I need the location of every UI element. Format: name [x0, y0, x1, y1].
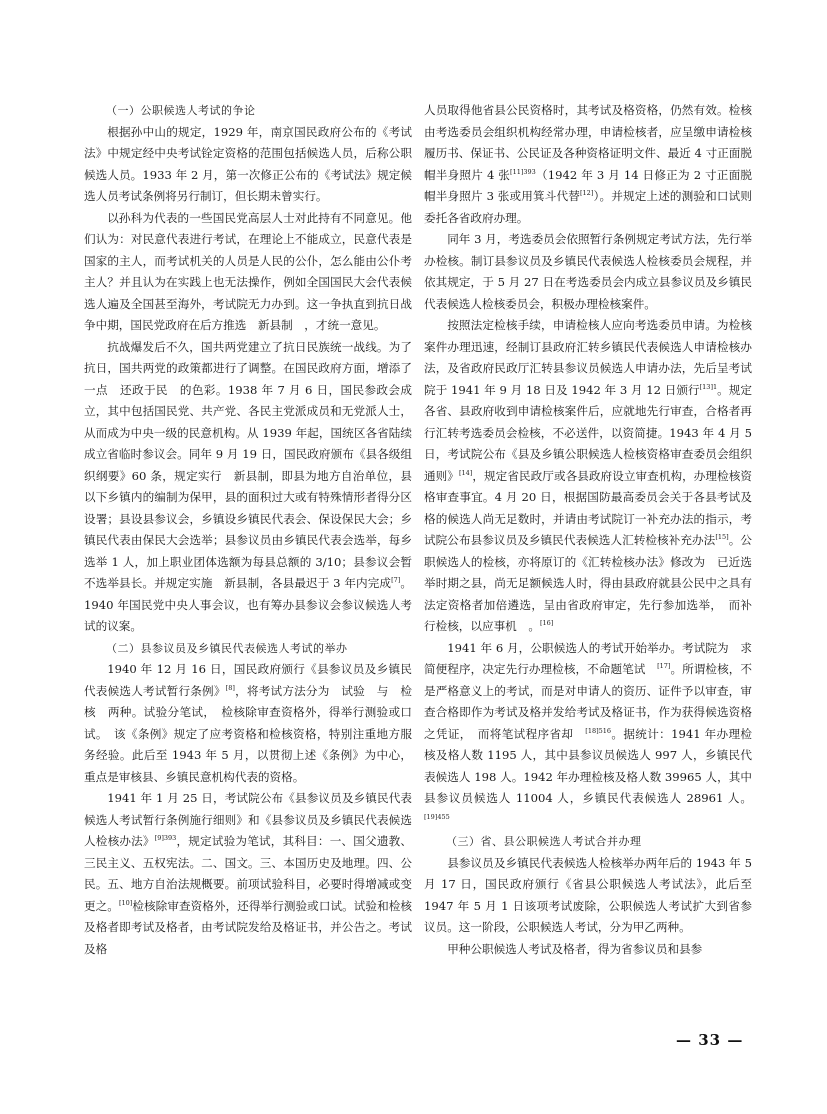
text-run: 同年 3 月，考选委员会依照暂行条例规定考试方法，先行举办检核。制订县参议员及乡镇民代表候选人检核委员会规程，并依其规定，于 5 月 27 日在考选委员会内成立县参议员及乡镇民代表候选人检核委员会，积极办理检核案件。 [424, 232, 752, 311]
text-run: ，规定试验为笔试，其科目：一、国父遗教、三民主义、五权宪法。二、国文。三、本国历史及地理。四、公民。五、地方自治法规概要。前项试验科目，必要时得增减或变更之。 [84, 834, 412, 913]
section-heading: （一）公职候选人考试的争论 [106, 104, 256, 117]
citation-marker: [18]516 [585, 726, 612, 735]
citation-marker: [12] [580, 189, 594, 198]
citation-marker: [11]393 [510, 167, 536, 176]
paragraph [424, 939, 752, 961]
paragraph-continued [424, 100, 752, 229]
paragraph [84, 337, 412, 638]
paragraph [424, 853, 752, 939]
citation-marker: [17] [657, 662, 671, 671]
citation-marker: [9]393 [154, 834, 177, 843]
text-run: 以孙科为代表的一些国民党高层人士对此持有不同意见。他们认为：对民意代表进行考试，在理论上不能成立，民意代表是国家的主人，而考试机关的人员是人民的公仆，怎么能由公仆考主人？并且认为在实践上也无法操作，例如全国国民大会代表候选人遍及全国甚至海外，考试院无力办到。这一争执直到抗日战争中期，国民党政府在后方推选 新县制 ，才统一意见。 [84, 210, 412, 332]
text-run: ，将考试方法分为 试验 与 检核 两种。试验分笔试， 检核除审查资格外，得举行测验或口试。 该《条例》规定了应考资格和检核资格，特别注重地方服务经验。此后至 1943 年 5 月，以贯彻上述《条例》为中心，重点是审核县、乡镇民意机构代表的资格。 [84, 683, 412, 784]
text-run: ）。并规定上述的测验和口试则委托各省政府办理。 [424, 189, 753, 225]
citation-marker: [7] [391, 576, 401, 585]
paragraph [84, 208, 412, 337]
text-run: 检核除审查资格外，还得举行测验或口试。试验和检核及格者即考试及格者，由考试院发给及格证书，并公告之。考试及格 [84, 898, 412, 956]
text-run: 。1940 年国民党中央人事会议，也有筹办县参议会参议候选人考试的议案。 [84, 576, 412, 633]
paragraph [424, 229, 752, 315]
text-run: 人员取得他省县公民资格时，其考试及格资格，仍然有效。检核由考选委员会组织机构经常办理，申请检核者，应呈缴申请检核履历书、保证书、公民证及各种资格证明文件、最近 4 寸正面脱帽半身照片 4 张 [424, 103, 752, 182]
citation-marker: [19]455 [424, 812, 450, 821]
citation-marker: [15] [715, 533, 729, 542]
text-run: 1941 年 1 月 25 日，考试院公布《县参议员及乡镇民代表候选人考试暂行条例施行细则》和《县参议员及乡镇民代表候选人检核办法》 [84, 791, 412, 848]
text-run: 。规定各省、县政府收到申请检核案件后，应就地先行审查，合格者再行汇转考选委员会检核，不必送件，以资简捷。1943 年 4 月 5 日，考试院公布《县及乡镇公职候选人检核资格审查委员会组织通则》 [424, 382, 752, 483]
paragraph [424, 315, 752, 638]
right-text-column [424, 100, 752, 960]
paragraph [84, 659, 412, 788]
text-run: 1941 年 6 月，公职候选人的考试开始举办。考试院为 求简便程序，决定先行办理检核，不命题笔试 [424, 640, 752, 676]
text-run: 甲种公职候选人考试及格者，得为省参议员和县参 [447, 941, 703, 956]
text-run: 1940 年 12 月 16 日，国民政府颁行《县参议员及乡镇民代表候选人考试暂行条例》 [84, 662, 412, 698]
text-run: 。据统计：1941 年办理检核及格人数 1195 人，其中县参议员候选人 997 人，乡镇民代表候选人 198 人。1942 年办理检核及格人数 39965 人，其中县参议员候选人 11004 人，乡镇民代表候选人 28961 人。 [424, 726, 752, 805]
page-number: — 33 — [676, 1031, 744, 1049]
text-run: 根据孙中山的规定，1929 年，南京国民政府公布的《考试法》中规定经中央考试铨定资格的范围包括候选人员，后称公职候选人员。1933 年 2 月，第一次修正公布的《考试法》规定候选人员考试条例将另行制订，但长期未曾实行。 [84, 124, 412, 203]
paragraph [424, 638, 752, 832]
text-run: 县参议员及乡镇民代表候选人检核举办两年后的 1943 年 5 月 17 日，国民政府颁行《省县公职候选人考试法》，此后至 1947 年 5 月 1 日该项考试废除，公职候选人考试扩大到省参议员。这一阶段，公职候选人考试，分为甲乙两种。 [424, 855, 752, 934]
paragraph [84, 788, 412, 960]
section-heading: （三）省、县公职候选人考试合并办理 [446, 835, 642, 848]
text-run: （1942 年 3 月 14 日修正为 2 寸正面脱帽半身照片 3 张或用箕斗代替 [424, 167, 752, 203]
citation-marker: [8] [225, 683, 235, 692]
text-run: 按照法定检核手续，申请检核人应向考选委员申请。为检核案件办理迅速，经制订县政府汇转乡镇民代表候选人申请检核办法，及省政府民政厅汇转县参议员候选人申请办法，先后呈考试院于 1941 年 9 月 18 日及 1942 年 3 月 12 日颁行 [424, 318, 752, 397]
citation-marker: [14] [458, 468, 473, 477]
text-run: 抗战爆发后不久，国共两党建立了抗日民族统一战线。为了抗日，国共两党的政策都进行了调整。在国民政府方面，增添了一点 还政于民 的色彩。1938 年 7 月 6 日，国民参政会成立，其中包括国民党、共产党、各民主党派成员和无党派人士，从而成为中央一级的民意机构。从 1939 年起，国统区各省陆续成立省临时参议会。同年 9 月 19 日，国民政府颁布《县各级组织纲要》60 条，规定实行 新县制，即县为地方自治单位，县以下乡镇内的编制为保甲，县的面积过大或有特殊情形者得分区设署；县设县参议会，乡镇设乡镇民代表会、保设保民大会；乡镇民代表由保民大会选举；县参议员由乡镇民代表会选举，每乡选举 1 人，加上职业团体选额为每县总额的 3/10；县参议会暂不选举县长。并规定实施 新县制，各县最迟于 3 年内完成 [84, 339, 412, 590]
citation-marker: [10] [118, 898, 133, 907]
citation-marker: [13]1 [699, 382, 718, 391]
text-run: ，规定省民政厅或各县政府设立审查机构，办理检核资格审查事宜。4 月 20 日，根据国防最高委员会关于各县考试及格的候选人尚无足数时，并请由考试院订一补充办法的指示，考试院公布县参议员及乡镇民代表候选人汇转检核补充办法 [424, 468, 752, 547]
left-text-column [84, 100, 412, 960]
paragraph [84, 122, 412, 208]
text-run: 。公职候选人的检核，亦将原订的《汇转检核办法》修改为 已近选举时期之县，尚无足额候选人时，得由县政府就县公民中之具有法定资格者加倍遴选，呈由省政府审定，先行参加选举， 而补行检核，以应事机 。 [424, 533, 752, 633]
text-run: 。所谓检核，不是严格意义上的考试，而是对申请人的资历、证件予以审查，审查合格即作为考试及格并发给考试及格证书，作为获得候选资格之凭证， 而将笔试程序省却 [424, 662, 752, 741]
section-heading: （二）县参议员及乡镇民代表候选人考试的举办 [106, 641, 348, 655]
citation-marker: [16] [539, 619, 554, 628]
